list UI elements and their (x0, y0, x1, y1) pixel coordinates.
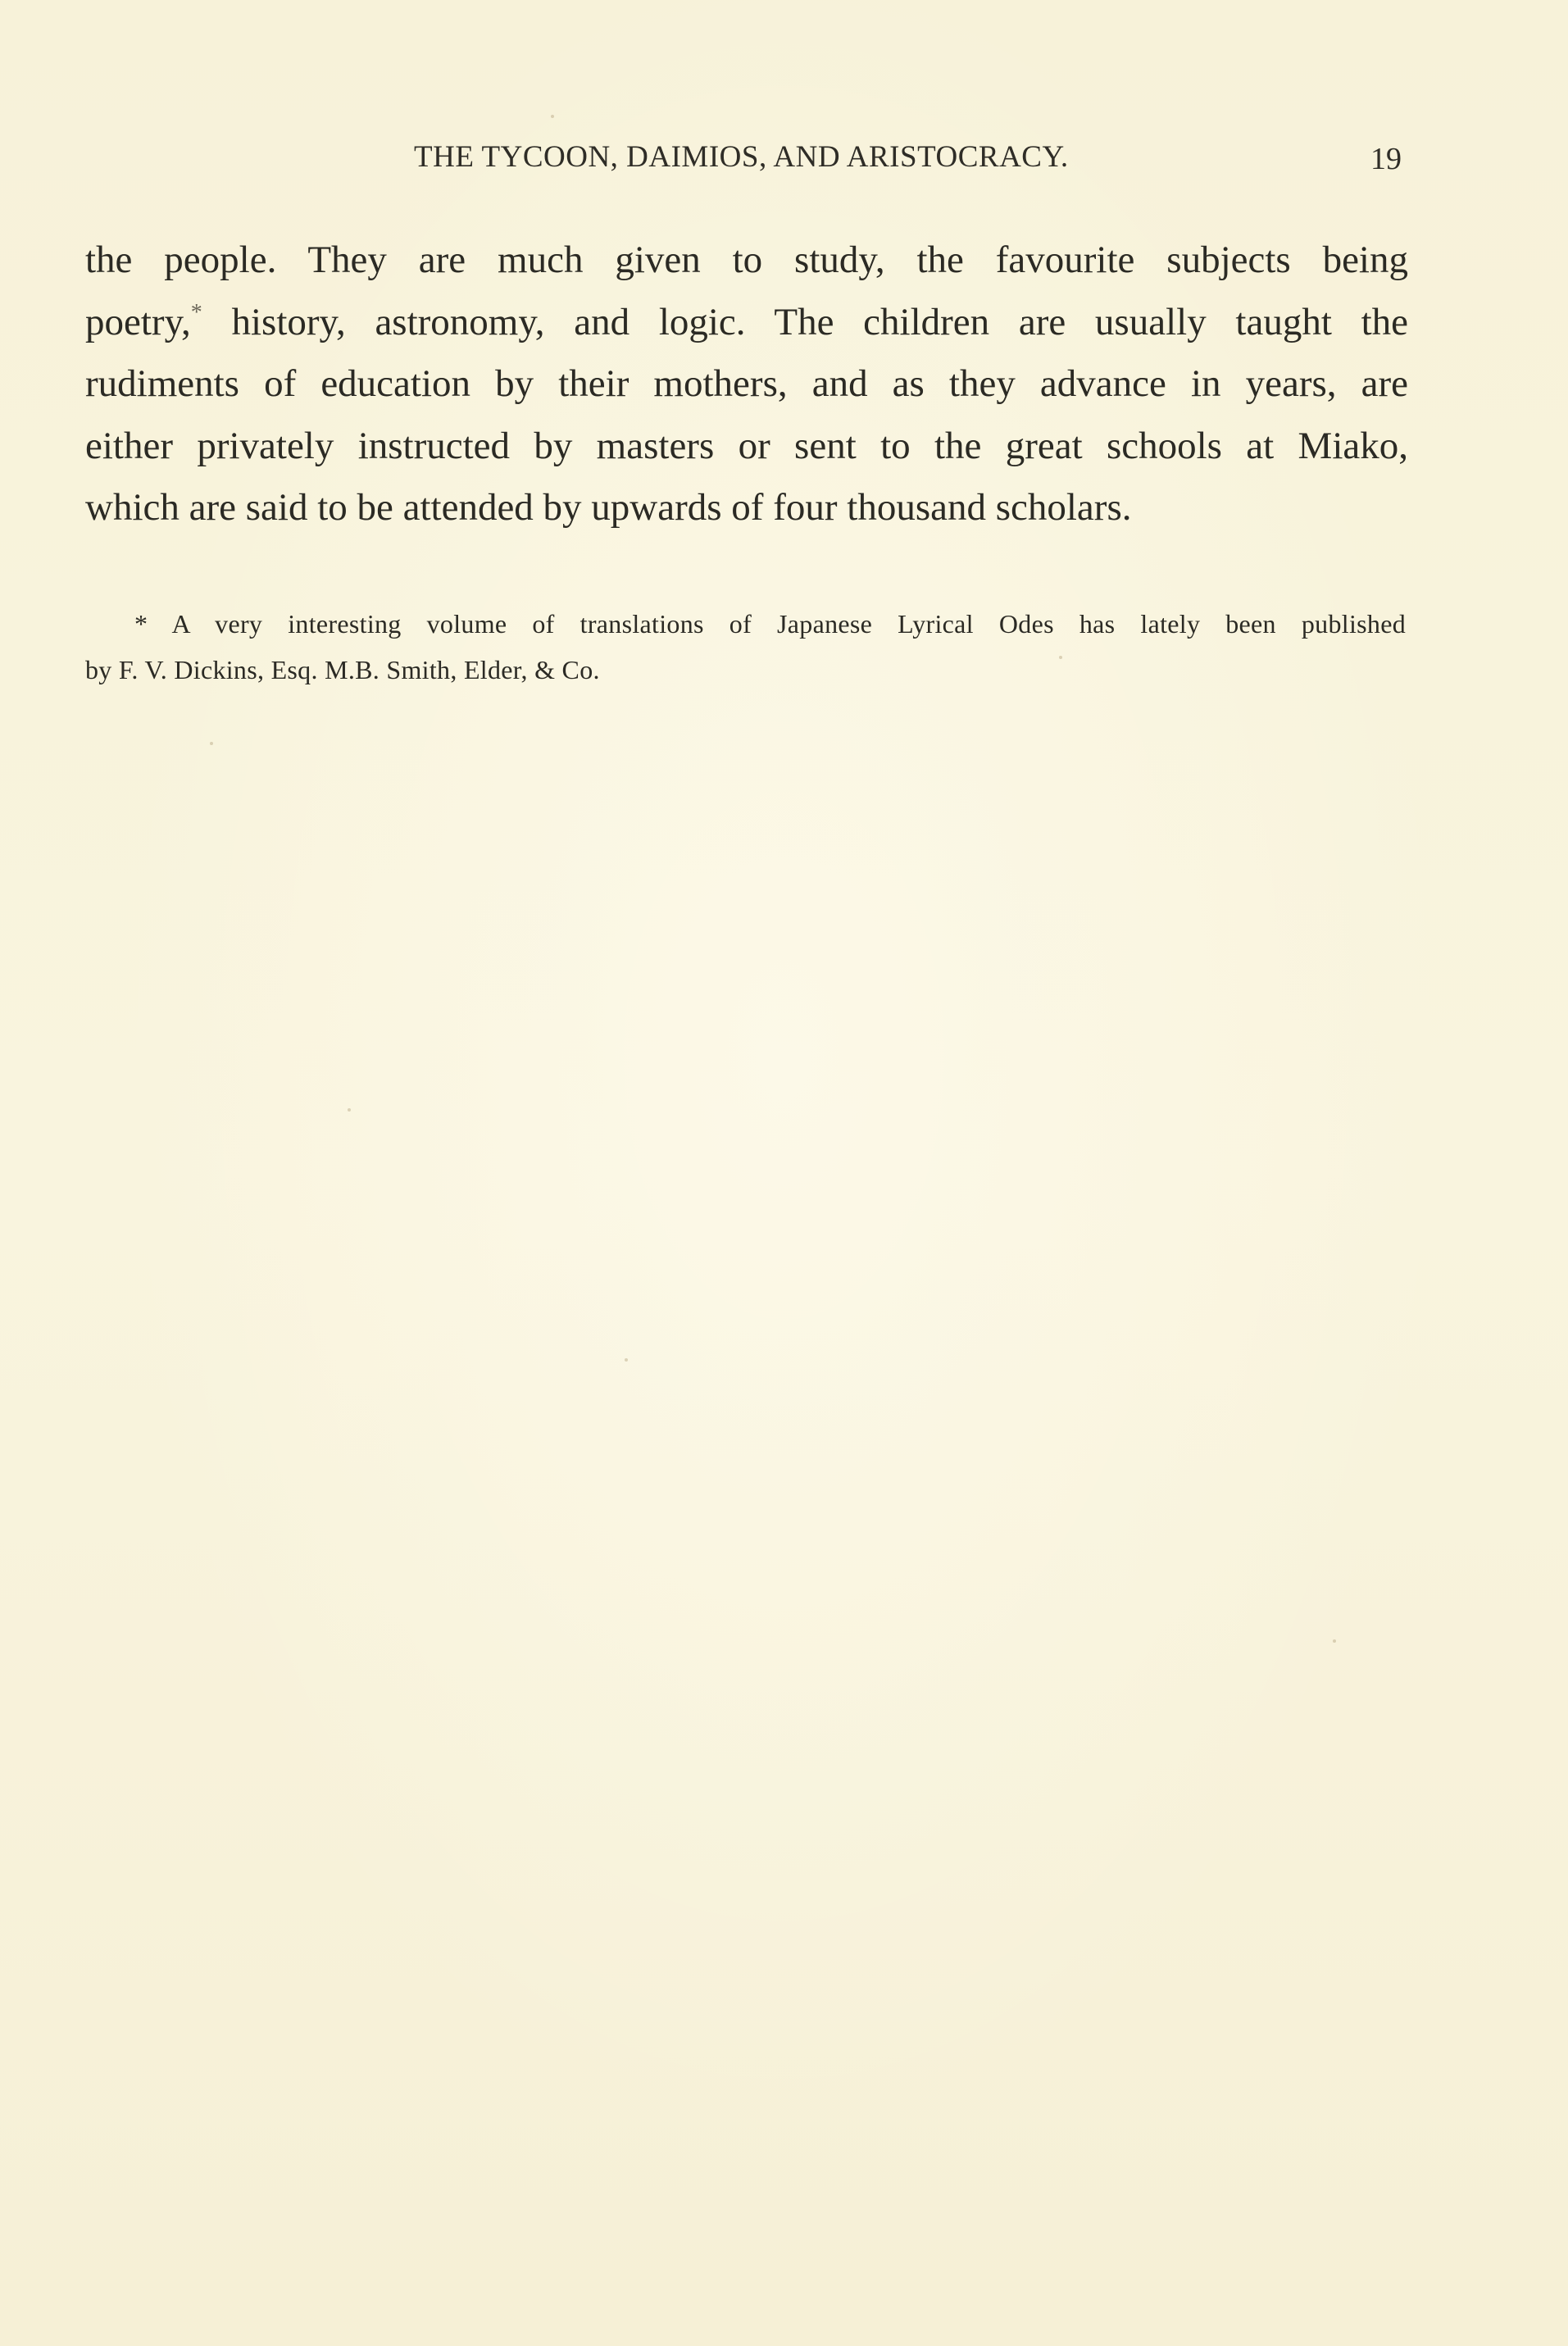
body-paragraph (85, 230, 1408, 539)
paper-speck (348, 1108, 351, 1112)
running-head: THE TYCOON, DAIMIOS, AND ARISTOCRACY. (414, 140, 1069, 174)
body-line-2 (85, 292, 1408, 354)
page-number: 19 (1370, 142, 1402, 176)
footnote-reference-mark: * (190, 299, 202, 325)
paper-speck (210, 742, 213, 745)
paper-speck (551, 115, 554, 118)
body-line-2-start: poetry, (85, 300, 191, 343)
footnote-line-1: * A very interesting volume of translations of Japanese Lyrical Odes has lately been published (134, 609, 1406, 639)
body-line-2-rest: history, astronomy, and logic. The children are usually taught the (231, 300, 1408, 343)
footnote-line-2: by F. V. Dickins, Esq. M.B. Smith, Elder, & Co. (85, 655, 600, 684)
paper-speck (1059, 656, 1062, 659)
body-line-3: rudiments of education by their mothers, and as they advance in years, are (85, 362, 1408, 405)
body-line-5: which are said to be attended by upwards of four thousand scholars. (85, 486, 1132, 529)
paper-speck (625, 1358, 628, 1362)
body-line-4: either privately instructed by masters or sent to the great schools at Miako, (85, 424, 1408, 467)
footnote (85, 601, 1406, 693)
paper-speck (1333, 1639, 1336, 1643)
body-line-1: the people. They are much given to study, the favourite subjects being (85, 239, 1408, 281)
